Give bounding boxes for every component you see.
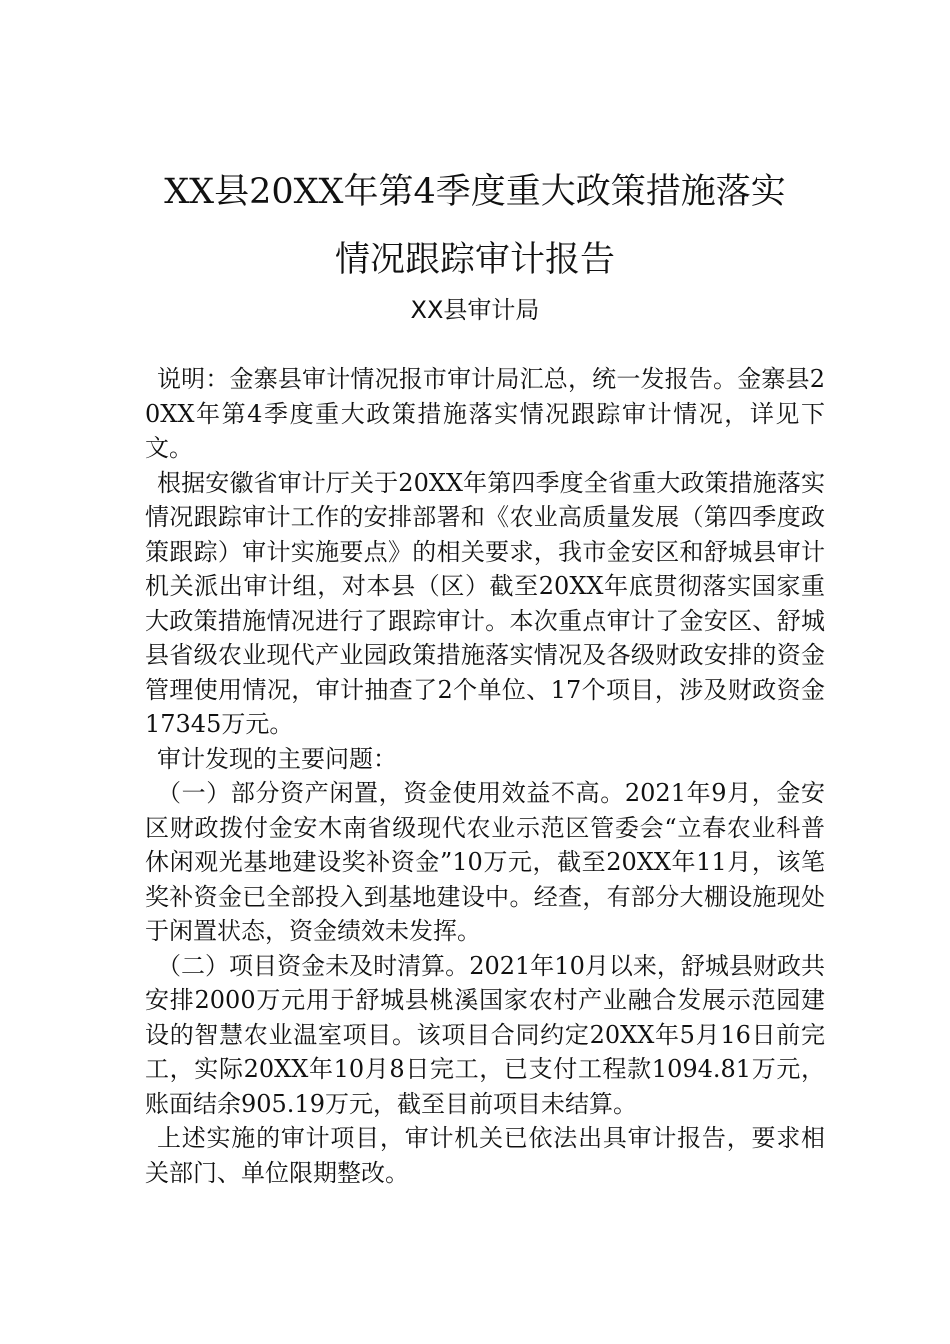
paragraph-background: 根据安徽省审计厅关于20XX年第四季度全省重大政策措施落实情况跟踪审计工作的安排部署和《农业高质量发展（第四季度政策跟踪）审计实施要点》的相关要求，我市金安区和舒城县审计机关派出审计组，对本县（区）截至20XX年底贯彻落实国家重大政策措施情况进行了跟踪审计。本次重点审计了金安区、舒城县省级农业现代产业园政策措施落实情况及各级财政安排的资金管理使用情况，审计抽查了2个单位、17个项目，涉及财政资金17345万元。	[145, 468, 825, 738]
document-author: XX县审计局	[410, 296, 540, 324]
paragraph-issue-1: （一）部分资产闲置，资金使用效益不高。2021年9月，金安区财政拨付金安木南省级现代农业示范区管委会“立春农业科普休闲观光基地建设奖补资金”10万元，截至20XX年11月，该笔奖补资金已全部投入到基地建设中。经查，有部分大棚设施现处于闲置状态，资金绩效未发挥。	[145, 779, 825, 945]
paragraph-conclusion: 上述实施的审计项目，审计机关已依法出具审计报告，要求相关部门、单位限期整改。	[145, 1124, 825, 1187]
document-title-line-1: XX县20XX年第4季度重大政策措施落实	[164, 172, 786, 212]
paragraph-issue-2: （二）项目资金未及时清算。2021年10月以来，舒城县财政共安排2000万元用于舒城县桃溪国家农村产业融合发展示范园建设的智慧农业温室项目。该项目合同约定20XX年5月16日前完工，实际20XX年10月8日完工，已支付工程款1094.81万元，账面结余905.19万元，截至目前项目未结算。	[145, 951, 825, 1118]
document-body	[145, 362, 825, 1190]
paragraph-note: 说明：金寨县审计情况报市审计局汇总，统一发报告。金寨县20XX年第4季度重大政策措施落实情况跟踪审计情况，详见下文。	[145, 365, 825, 462]
paragraph-issues-heading: 审计发现的主要问题：	[157, 744, 397, 773]
document-title-line-2: 情况跟踪审计报告	[334, 240, 615, 280]
